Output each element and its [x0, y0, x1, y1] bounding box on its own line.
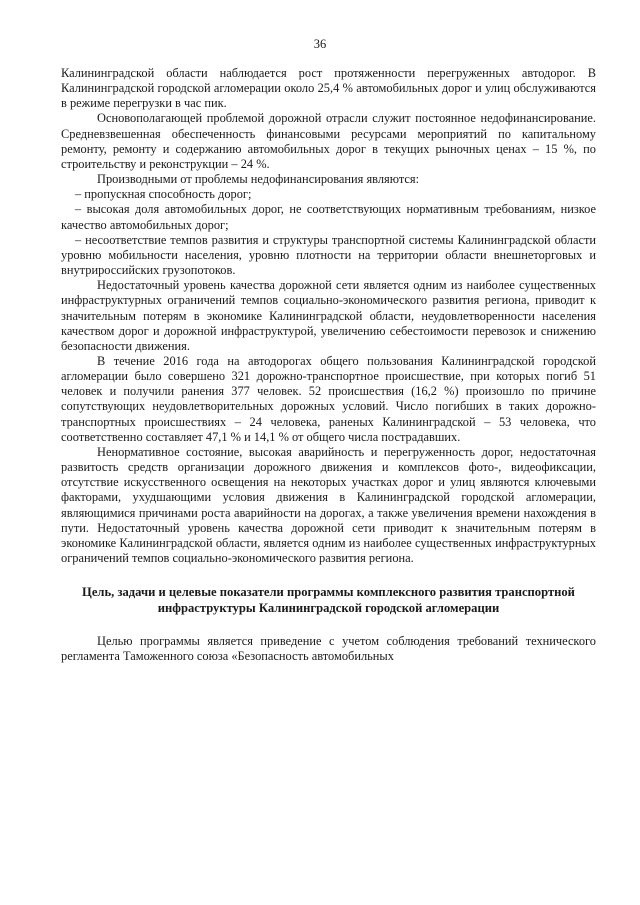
paragraph-consequences-intro: Производными от проблемы недофинансирования являются:: [97, 172, 420, 187]
paragraph-key-factors: Ненормативное состояние, высокая аварийность и перегруженность дорог, недостаточная развитость средств организации дорожного движения и комплексов фото-, видеофиксации, отсутствие искусственного освещения на некоторых участках дорог и улиц являются ключевыми факторами, ухудшающими условия движения в Калининградской городской агломерации, являющимися причинами роста аварийности на дорогах, а также увеличения времени нахождения в пути. Недостаточный уровень качества дорожной сети приводит к значительным потерям в экономике Калининградской области, является одним из наиболее существенных инфраструктурных ограничений темпов социально-экономического развития региона.: [61, 444, 596, 565]
list-item-road-quality: – высокая доля автомобильных дорог, не соответствующих нормативным требованиям, низкое качество автомобильных дорог;: [61, 202, 596, 232]
section-heading: Цель, задачи и целевые показатели программы комплексного развития транспортной инфраструктуры Калининградской городской агломерации: [82, 585, 575, 616]
list-item-development-mismatch: – несоответствие темпов развития и структуры транспортной системы Калининградской области уровню мобильности населения, уровню плотности на территории области внешнеторговых и внутрироссийских грузопотоков.: [61, 232, 596, 278]
paragraph-road-network-quality: Недостаточный уровень качества дорожной сети является одним из наиболее существенных инфраструктурных ограничений темпов социально-экономического развития региона, приводит к значительным потерям в экономике Калининградской области, неудовлетворенности населения качеством дорог и дорожной инфраструктурой, увеличению себестоимости перевозок и снижению безопасности движения.: [61, 278, 596, 353]
document-body: [61, 66, 596, 664]
paragraph-program-goal: Целью программы является приведение с учетом соблюдения требований технического регламента Таможенного союза «Безопасность автомобильных: [61, 634, 596, 664]
page-number: 36: [313, 37, 327, 51]
list-item-capacity: – пропускная способность дорог;: [75, 187, 252, 202]
paragraph-accident-statistics: В течение 2016 года на автодорогах общего пользования Калининградской городской агломерации было совершено 321 дорожно-транспортное происшествие, при которых погиб 51 человек и получили ранения 377 человек. 52 происшествия (16,2 %) произошло по причине сопутствующих неудовлетворительных дорожных условий. Число погибших в таких дорожно-транспортных происшествиях – 24 человека, раненых Калининградской – 53 человека, что соответственно составляет 47,1 % и 14,1 % от общего числа пострадавших.: [61, 353, 596, 444]
paragraph-underfunding: Основополагающей проблемой дорожной отрасли служит постоянное недофинансирование. Средневзвешенная обеспеченность финансовыми ресурсами мероприятий по капитальному ремонту, ремонту и содержанию автомобильных дорог в текущих рыночных ценах – 15 %, по строительству и реконструкции – 24 %.: [61, 111, 596, 171]
paragraph-continuation: Калининградской области наблюдается рост протяженности перегруженных автодорог. В Калининградской городской агломерации около 25,4 % автомобильных дорог и улиц обслуживаются в режиме перегрузки в час пик.: [61, 66, 596, 111]
